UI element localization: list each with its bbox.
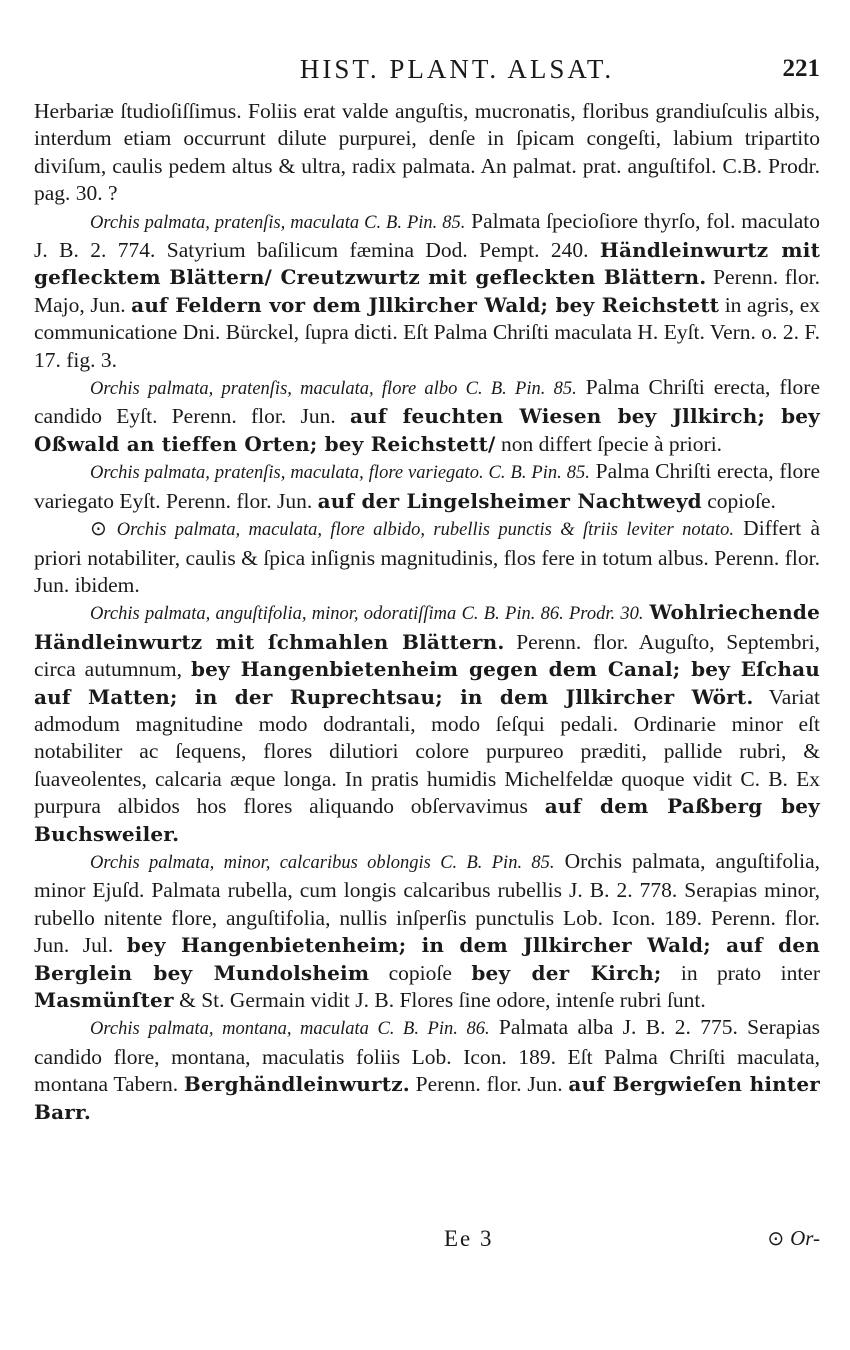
entry-locality: bey Hangenbietenheim gegen dem Canal; bey Eſchau auf Matten; in der Ruprechtsau; in dem Jllkircher Wört. <box>34 657 820 709</box>
entry-text: Perenn. flor. Auguſto, Septembri, circa autumnum, <box>34 629 821 682</box>
entry-lead-latin: Orchis palmata, anguſtifolia, minor, odoratiſſima C. B. Pin. 86. Prodr. 30. <box>90 604 644 625</box>
entry-text: & St. Germain vidit J. B. Flores ſine odore, intenſe rubri ſunt. <box>179 988 706 1012</box>
catchword <box>767 1226 820 1251</box>
entry-orchis-flore-albido <box>34 515 820 599</box>
entry-lead-latin: Orchis palmata, maculata, flore albido, rubellis punctis & ſtriis leviter notato. <box>116 520 734 541</box>
entry-orchis-flore-albo <box>34 374 820 458</box>
entry-orchis-calcaribus-oblongis <box>34 848 820 1014</box>
entry-text: Palmata alba J. B. 2. 775. Serapias candido flore, montana, maculatis foliis Lob. Icon. 189. Eſt Palma Chriſti maculata, montana Tabern. <box>34 1015 821 1097</box>
entry-lead-latin: Orchis palmata, montana, maculata C. B. Pin. 86. <box>90 1019 490 1040</box>
new-species-symbol: ⊙ <box>90 516 107 541</box>
entry-locality: auf der Lingelsheimer Nachtweyd <box>317 488 702 513</box>
entry-orchis-angustifolia-minor <box>34 599 820 848</box>
entry-text: Variat admodum magnitudine modo dodrantali, modo ſeſqui pedali. Ordinarie minor eſt notabiliter ac ſequens, flores dilutiori colore purpureo præditi, pallide rubri, & ſuaveolentes, calcaria æque longa. In pratis humidis Michelfeldæ quoque vidit C. B. Ex purpura albidos hos flores aliquando obſervavimus <box>34 684 820 819</box>
entry-lead-latin: Orchis palmata, pratenſis, maculata, flore albo C. B. Pin. 85. <box>90 379 577 400</box>
entry-locality: bey Hangenbietenheim; in dem Jllkircher Wald; auf den Berglein bey Mundolsheim <box>34 933 820 985</box>
page-number: 221 <box>782 55 820 82</box>
entry-text: Perenn. flor. Majo, Jun. <box>34 265 821 317</box>
entry-text: copioſe <box>388 960 452 985</box>
entry-locality: bey der Kirch; <box>471 960 662 985</box>
entry-text: in agris, ex communicatione Dni. Bürckel, ſupra dicti. Eſt Palma Chriſti maculata H. Eyſt. Vern. o. 2. F. 17. fig. 3. <box>34 292 821 372</box>
entry-text: Palmata ſpecioſiore thyrſo, fol. maculato J. B. 2. 774. Satyrium baſilicum fæmina Dod. Pempt. 240. <box>34 208 820 263</box>
entry-locality: Masmünſter <box>34 988 174 1012</box>
entry-locality: auf Feldern vor dem Jllkircher Wald; bey Reichstett <box>131 292 720 317</box>
catchword-symbol: ⊙ <box>767 1226 785 1250</box>
entry-orchis-montana <box>34 1014 820 1126</box>
entry-text: Perenn. flor. Jun. <box>415 1072 563 1097</box>
page-header <box>34 52 820 86</box>
entry-lead-latin: Orchis palmata, pratenſis, maculata C. B. Pin. 85. <box>90 212 466 233</box>
entry-german-name: Händleinwurtz mit geflecktem Blättern/ Creutzwurtz mit gefleckten Blättern. <box>34 238 821 290</box>
continuation-paragraph: Herbariæ ſtudioſiſſimus. Foliis erat valde anguſtis, mucronatis, floribus grandiuſculis albis, interdum etiam occurrunt dilute purpurei, denſe in ſpicam congeſti, labium tripartito diviſum, caulis pedem altus & ultra, radix palmata. An palmat. prat. anguſtifol. C.B. Prodr. pag. 30. ? <box>34 99 820 206</box>
entry-lead-latin: Orchis palmata, pratenſis, maculata, flore variegato. C. B. Pin. 85. <box>90 463 590 484</box>
entry-locality: auf Bergwieſen hinter Barr. <box>34 1072 821 1124</box>
entry-continuation <box>34 98 820 208</box>
entry-german-name: Wohlriechende Händleinwurtz mit ſchmahlen Blättern. <box>34 600 820 654</box>
catchword-text: Or- <box>790 1226 820 1250</box>
page-footer <box>34 1226 820 1262</box>
entry-text: Orchis palmata, anguſtifolia, minor Ejuſd. Palmata rubella, cum longis calcaribus rubellis J. B. 2. 778. Serapias minor, rubello nitente flore, anguſtifolia, nullis inſperſis punctulis Lob. Icon. 189. Perenn. flor. Jun. Jul. <box>34 848 821 958</box>
entry-text: in prato inter <box>680 960 820 985</box>
entry-locality: auf feuchten Wiesen bey Jllkirch; bey Oßwald an tieffen Orten; bey Reichstett/ <box>34 404 821 456</box>
entry-text: copioſe. <box>707 488 776 513</box>
entry-text: Palma Chriſti erecta, flore candido Eyſt. Perenn. flor. Jun. <box>34 375 820 429</box>
entry-orchis-flore-variegato <box>34 458 820 515</box>
body-text <box>34 98 820 1126</box>
entry-german-name: Berghändleinwurtz. <box>183 1072 410 1097</box>
signature-mark: Ee 3 <box>444 1226 494 1251</box>
entry-text: Palma Chriſti erecta, flore variegato Eyſt. Perenn. flor. Jun. <box>34 459 821 513</box>
entry-locality: auf dem Paßberg bey Buchsweiler. <box>34 794 820 846</box>
entry-lead-latin: Orchis palmata, minor, calcaribus oblongis C. B. Pin. 85. <box>90 852 555 873</box>
running-head: HIST. PLANT. ALSAT. <box>299 54 615 84</box>
entry-text: Differt à priori notabiliter, caulis & ſpica inſignis magnitudinis, flos fere in totum albus. Perenn. flor. Jun. ibidem. <box>34 516 820 597</box>
entry-text: non differt ſpecie à priori. <box>500 431 723 456</box>
entry-orchis-palmata-pratensis-maculata <box>34 208 820 374</box>
